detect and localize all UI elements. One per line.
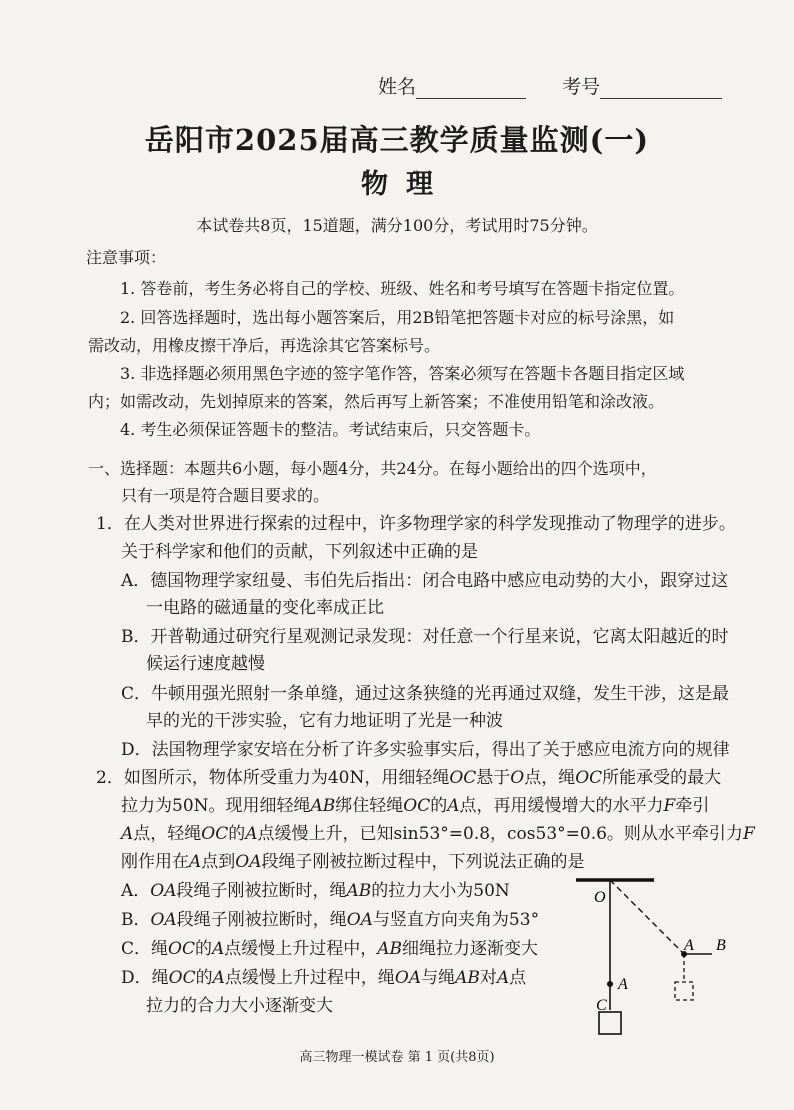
name-blank[interactable] (416, 80, 526, 99)
q2-option-d-cont: 拉力的合力大小逐渐变大 (146, 996, 333, 1016)
q1-option-a[interactable]: A．德国物理学家纽曼、韦伯先后指出：闭合电路中感应电动势的大小，跟穿过这 (121, 571, 729, 591)
q1-option-c[interactable]: C．牛顿用强光照射一条单缝，通过这条狭缝的光再通过双缝，发生干涉，这是最 (121, 684, 730, 704)
block-dashed (675, 982, 693, 1000)
q2-option-b[interactable]: B．OA段绳子刚被拉断时，绳OA与竖直方向夹角为53° (121, 910, 540, 930)
label-a: A (618, 976, 628, 993)
note-line: 内；如需改动，先划掉原来的答案，然后再写上新答案；不准使用铅笔和涂改液。 (88, 392, 665, 411)
note-line: 需改动，用橡皮擦干净后，再选涂其它答案标号。 (88, 336, 441, 355)
name-label: 姓名 (378, 76, 417, 98)
q1-option-a-cont: 一电路的磁通量的变化率成正比 (146, 598, 384, 618)
q2-option-c[interactable]: C．绳OC的A点缓慢上升过程中，AB细绳拉力逐渐变大 (121, 939, 539, 959)
rope-oa-dashed (610, 880, 684, 954)
q1-option-c-cont: 早的光的干涉实验，它有力地证明了光是一种波 (146, 711, 503, 731)
q1-stem-cont: 关于科学家和他们的贡献，下列叙述中正确的是 (121, 542, 478, 562)
note-line: 2. 回答选择题时，选出每小题答案后，用2B铅笔把答题卡对应的标号涂黑，如 (120, 308, 675, 327)
section-heading: 一、选择题：本题共6小题，每小题4分，共24分。在每小题给出的四个选项中， (88, 459, 657, 478)
q1-option-d[interactable]: D．法国物理学家安培在分析了许多实验事实后，得出了关于感应电流方向的规律 (121, 740, 730, 760)
note-line: 3. 非选择题必须用黑色字迹的签字笔作答，答案必须写在答题卡各题目指定区域 (120, 364, 685, 383)
name-id-row (378, 72, 722, 99)
notes-heading: 注意事项： (86, 248, 167, 267)
q1-option-b[interactable]: B．开普勒通过研究行星观测记录发现：对任意一个行星来说，它离太阳越近的时 (121, 627, 729, 647)
q2-figure (560, 860, 740, 1042)
label-c: C (596, 997, 607, 1014)
block (599, 1012, 621, 1034)
id-label: 考号 (562, 76, 601, 98)
q2-stem-cont: 刚作用在A点到OA段绳子刚被拉断过程中，下列说法正确的是 (121, 852, 585, 872)
note-line: 4. 考生必须保证答题卡的整洁。考试结束后，只交答题卡。 (120, 420, 541, 439)
q1-stem: 1．在人类对世界进行探索的过程中，许多物理学家的科学发现推动了物理学的进步。 (96, 514, 736, 534)
q2-stem-cont: 拉力为50N。现用细轻绳AB绑住轻绳OC的A点，再用缓慢增大的水平力F牵引 (121, 796, 710, 816)
q2-option-d[interactable]: D．绳OC的A点缓慢上升过程中，绳OA与绳AB对A点 (121, 968, 527, 988)
label-a-moved: A (684, 937, 694, 954)
section-heading-cont: 只有一项是符合题目要求的。 (121, 486, 330, 505)
q2-option-a[interactable]: A．OA段绳子刚被拉断时，绳AB的拉力大小为50N (121, 881, 510, 901)
q2-stem-cont: A点，轻绳OC的A点缓慢上升，已知sin53°=0.8，cos53°=0.6。则从水平牵引力F (121, 824, 755, 844)
point-a (607, 981, 613, 987)
page-footer: 高三物理一模试卷 第 1 页(共8页) (299, 1050, 495, 1065)
exam-title: 岳阳市2025届高三教学质量监测(一) (144, 123, 650, 157)
id-blank[interactable] (600, 80, 722, 99)
q1-option-b-cont: 候运行速度越慢 (146, 654, 265, 674)
exam-intro: 本试卷共8页，15道题，满分100分，考试用时75分钟。 (196, 216, 598, 235)
q2-stem: 2．如图所示，物体所受重力为40N，用细轻绳OC悬于O点，绳OC所能承受的最大 (96, 768, 722, 788)
note-line: 1. 答卷前，考生务必将自己的学校、班级、姓名和考号填写在答题卡指定位置。 (120, 279, 685, 298)
subject-title: 物理 (361, 169, 451, 200)
label-o: O (594, 889, 606, 906)
label-b: B (716, 937, 726, 954)
